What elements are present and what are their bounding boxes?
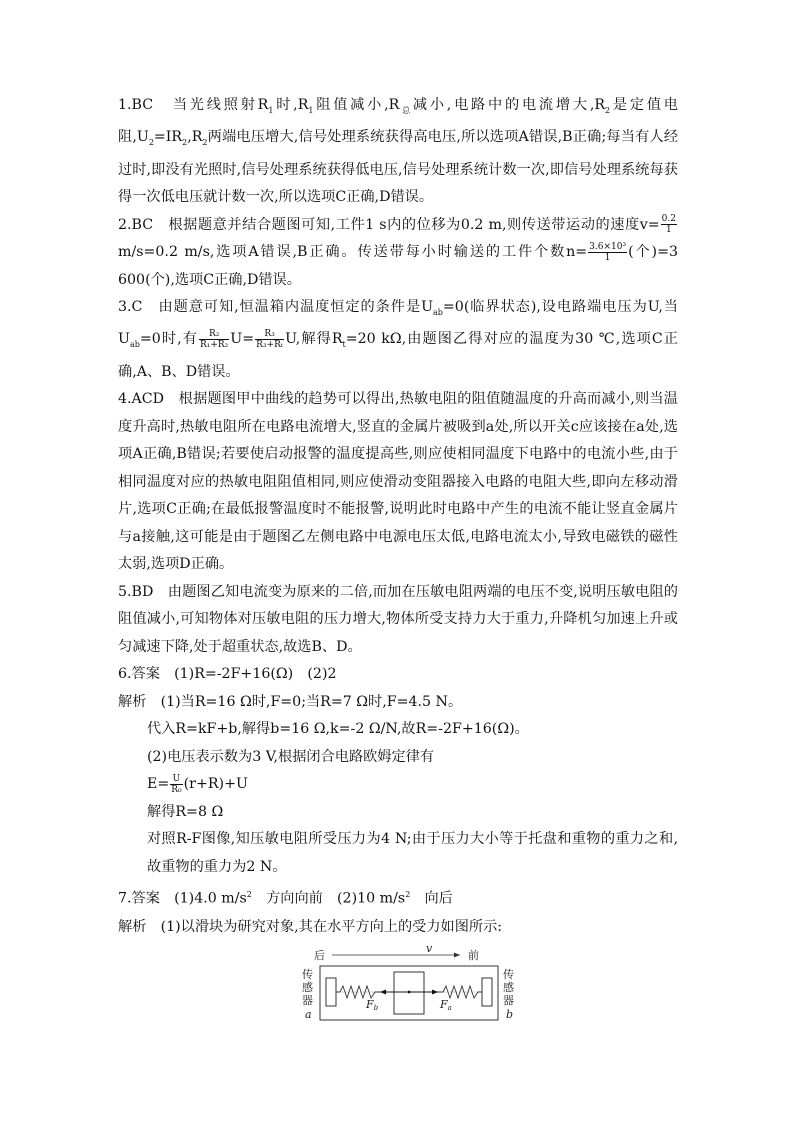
subscript: ab [129,340,140,350]
fraction [588,242,627,263]
text: =0时,有 [139,331,198,348]
text: 3.C 由题意可知,恒温箱内温度恒定的条件是U [118,299,434,316]
force-a-subscript: a [447,1004,452,1012]
fraction-numerator: R₃ [255,329,284,340]
fraction-denominator: 1 [604,252,611,263]
subscript: t [342,340,346,350]
answer-3 [118,294,678,386]
label-force-a [439,998,452,1012]
fraction [661,214,677,235]
center-point [408,991,411,994]
sensor-b-label: b [506,1008,514,1021]
text: (r+R)+U [183,776,248,793]
fraction [170,774,182,795]
label-force-b [365,998,379,1012]
force-b-arrowhead [380,990,386,995]
text: m/s=0.2 m/s,选项A错误,B正确。传送带每小时输送的工件个数n= [118,244,588,261]
text: 阻值减小,R [313,97,400,113]
answer-6-line: 对照R-F图像,知压敏电阻所受压力为4 N;由于压力大小等于托盘和重物的重力之和,故重物的重力为2 N。 [147,831,678,875]
text: 向后 [410,891,453,908]
text: E= [147,776,170,793]
sensor-a-label: a [305,1008,312,1021]
text: (个)=3 600(个),选项C正确,D错误。 [118,244,678,288]
sensor-b-char: 传 [503,968,514,981]
text: =20 kΩ,由题图乙得对应的温度为30 ℃,选项C正确,A、B、D错误。 [118,331,678,380]
fraction-denominator: R₁+R₂ [199,339,229,350]
subscript: 2 [202,138,208,148]
answer-6-heading: 6.答案 (1)R=-2F+16(Ω) (2)2 [118,666,337,683]
fraction-denominator: R₀ [171,784,182,795]
text: =IR [153,129,183,146]
sensor-b-char: 感 [503,981,514,994]
answer-6-line: 解得R=8 Ω [147,803,224,820]
text: R [191,129,203,146]
solution-text [118,92,678,941]
sensor-a-block [326,978,336,1006]
label-front: 前 [468,949,479,962]
text: 两端电压增大,信号处理系统获得高电压,所以选项A错误,B正确;每当有人经过时,即没有光照时,信号处理系统获得低电压,信号处理系统计数一次,即信号处理系统每获得一次低电压就计数一次,所以选项C正确,D错误。 [118,129,679,206]
velocity-arrowhead [454,953,460,958]
text: U,解得R [285,331,343,348]
text: U= [230,331,255,348]
subscript: 1 [268,105,274,115]
label-velocity: v [426,946,433,955]
sensor-b-block [482,978,492,1006]
force-b-symbol: F [366,998,374,1011]
text: =0(临界状态),设电路端电压为U,当U [118,299,678,348]
fraction-numerator: U [170,774,182,785]
force-diagram [300,946,518,1026]
text: 2.BC 根据题意并结合题图可知,工件1 s内的位移为0.2 m,则传送带运动的速度v= [118,216,660,233]
text: 1.BC 当光线照射R [118,97,269,113]
subscript: 1 [308,105,314,115]
subscript: 2 [182,138,188,148]
fraction [255,329,284,350]
sensor-b-char: 器 [503,994,514,1007]
text: , [187,129,192,146]
force-a-arrowhead [432,990,438,995]
text: 7.答案 (1)4.0 m/s [118,891,247,908]
text: 方向向前 (2)10 m/s [251,891,406,908]
superscript: 2 [405,890,411,900]
fraction-numerator: 0.2 [661,214,676,225]
answer-5: 5.BD 由题图乙知电流变为原来的二倍,而加在压敏电阻两端的电压不变,说明压敏电阻的阻值减小,可知物体对压敏电阻的压力增大,物体所受支持力大于重力,升降机匀加速上升或匀减速下降,处于超重状态,故选B、D。 [118,583,678,655]
answer-4: 4.ACD 根据题图甲中曲线的趋势可以得出,热敏电阻的阻值随温度的升高而减小,则当温度升高时,热敏电阻所在电路电流增大,竖直的金属片被吸到a处,所以开关c应该接在a处,选项A正确,B错误;若要使启动报警的温度提高些,则应使相同温度下电路中的电流小些,由于相同温度对应的热敏电阻阻值相同,则应使滑动变阻器接入电路的电阻大些,即向左移动滑片,选项C正确;在最低报警温度时不能报警,说明此时电路中产生的电流不能让竖直金属片与a接触,这可能是由于题图乙左侧电路中电源电压太低,电路电流太小,导致电磁铁的磁性太弱,选项D正确。 [118,391,678,573]
fraction-numerator: R₂ [199,329,229,340]
force-b-subscript: b [373,1004,379,1012]
force-a-symbol: F [440,998,448,1011]
answer-7-line: 解析 (1)以滑块为研究对象,其在水平方向上的受力如图所示: [118,918,503,935]
fraction-denominator: 1 [665,225,672,236]
sensor-a-char: 传 [302,968,313,981]
sensor-a-char: 感 [302,981,313,994]
answer-1 [118,92,678,212]
answer-2 [118,212,678,295]
answer-6-line: 代入R=kF+b,解得b=16 Ω,k=-2 Ω/N,故R=-2F+16(Ω)。 [147,721,529,738]
answer-6-line: (2)电压表示数为3 V,根据闭合电路欧姆定律有 [147,748,435,765]
subscript: ab [433,307,443,317]
text: 减小,电路中的电流增大,R [412,97,606,113]
superscript: 2 [246,890,252,900]
text: 时,R [273,97,309,113]
subscript: 2 [148,138,154,148]
text: 是定值电阻,U [118,97,678,146]
answer-6-equation [118,771,678,799]
answer-7-heading [118,881,678,913]
subscript: 2 [605,105,611,115]
subscript: 总 [399,105,413,115]
answer-6-line: 解析 (1)当R=16 Ω时,F=0;当R=7 Ω时,F=4.5 N。 [118,693,463,710]
fraction-numerator: 3.6×10³ [589,241,627,252]
label-back: 后 [314,949,325,962]
fraction-denominator: R₃+Rₜ [256,339,284,350]
fraction [199,329,229,350]
force-diagram-svg [300,946,518,1026]
sensor-a-char: 器 [302,994,313,1007]
